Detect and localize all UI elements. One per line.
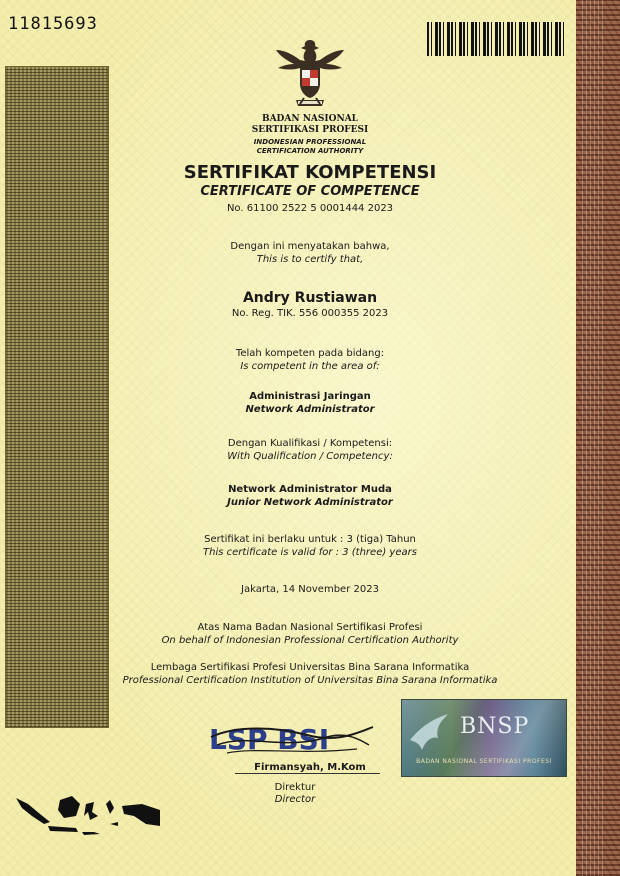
signatory-name: Firmansyah, M.Kom — [254, 762, 366, 773]
certify-statement-id: Dengan ini menyatakan bahwa, — [230, 241, 390, 252]
certify-statement — [110, 240, 510, 266]
certify-statement-en: This is to certify that, — [256, 254, 364, 265]
security-pattern-right-lines — [582, 0, 604, 876]
institution-statement — [60, 661, 560, 687]
barcode — [427, 22, 565, 56]
behalf-statement — [80, 621, 540, 647]
qualification-label-en: With Qualification / Competency: — [227, 451, 393, 462]
behalf-id: Atas Nama Badan Nasional Sertifikasi Profesi — [197, 622, 423, 633]
bnsp-hologram-label: BNSP — [460, 714, 530, 739]
institution-en: Professional Certification Institution of Universitas Bina Sarana Informatika — [122, 675, 498, 686]
garuda-emblem-icon — [270, 34, 350, 114]
competent-statement — [110, 347, 510, 373]
bnsp-hologram — [401, 699, 567, 777]
validity-statement — [110, 533, 510, 559]
issuer-name-en-line2: CERTIFICATION AUTHORITY — [256, 147, 364, 155]
issuer-name-line2: SERTIFIKASI PROFESI — [251, 125, 369, 135]
qualification-label — [110, 437, 510, 463]
lsp-bsi-logo — [207, 715, 377, 765]
bnsp-bird-icon — [408, 710, 458, 754]
signatory-title-id: Direktur — [274, 782, 316, 793]
institution-id: Lembaga Sertifikasi Profesi Universitas Bina Sarana Informatika — [150, 662, 470, 673]
qualification — [110, 483, 510, 509]
lsp-bsi-logo-text: LSP BSI — [209, 723, 330, 756]
validity-en: This certificate is valid for : 3 (three) years — [203, 547, 417, 558]
bnsp-hologram-subtitle: BADAN NASIONAL SERTIFIKASI PROFESI — [416, 758, 552, 765]
indonesia-map-icon — [14, 790, 164, 842]
registration-number: No. Reg. TIK. 556 000355 2023 — [231, 308, 389, 319]
signature-line — [235, 773, 380, 774]
behalf-en: On behalf of Indonesian Professional Certification Authority — [161, 635, 459, 646]
competency-area-en: Network Administrator — [245, 404, 375, 415]
qualification-en: Junior Network Administrator — [227, 497, 393, 508]
competency-area — [110, 390, 510, 416]
signatory-title — [200, 782, 390, 806]
issuer-name-en-line1: INDONESIAN PROFESSIONAL — [253, 138, 367, 146]
validity-id: Sertifikat ini berlaku untuk : 3 (tiga) Tahun — [204, 534, 416, 545]
holder-name: Andry Rustiawan — [242, 290, 378, 306]
place-date: Jakarta, 14 November 2023 — [241, 584, 379, 595]
signatory-title-en: Director — [274, 794, 316, 805]
serial-number: 11815693 — [8, 14, 98, 34]
certificate-number: No. 61100 2522 5 0001444 2023 — [226, 203, 394, 214]
issuer-name — [110, 114, 510, 136]
certificate-title: SERTIFIKAT KOMPETENSI — [183, 162, 437, 183]
certificate-title-english: CERTIFICATE OF COMPETENCE — [200, 184, 420, 199]
competent-statement-en: Is competent in the area of: — [240, 361, 380, 372]
qualification-id: Network Administrator Muda — [228, 484, 392, 495]
qualification-label-id: Dengan Kualifikasi / Kompetensi: — [227, 438, 393, 449]
issuer-name-line1: BADAN NASIONAL — [261, 114, 359, 124]
issuer-name-english — [110, 138, 510, 156]
competent-statement-id: Telah kompeten pada bidang: — [235, 348, 385, 359]
competency-area-id: Administrasi Jaringan — [249, 391, 371, 402]
